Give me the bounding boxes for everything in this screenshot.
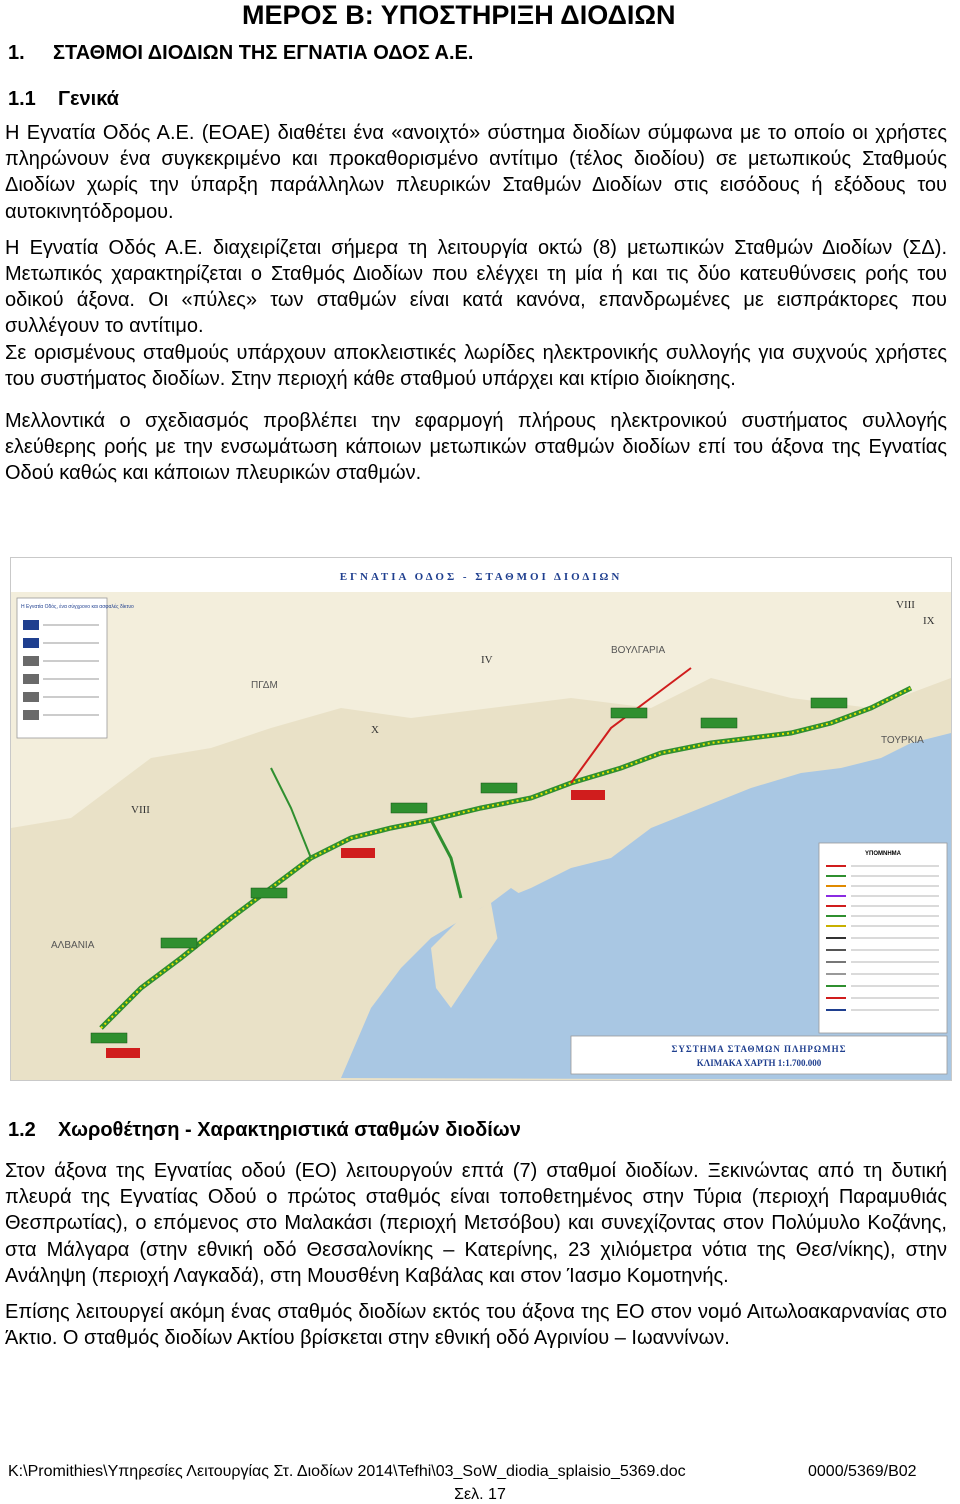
section-1-1-heading — [8, 88, 119, 111]
section-1-2-heading — [8, 1119, 521, 1142]
toll-marker — [611, 708, 647, 718]
logo-icon — [23, 710, 39, 720]
logo-icon — [23, 674, 39, 684]
toll-marker — [811, 698, 847, 708]
label-bulgaria: ΒΟΥΛΓΑΡΙΑ — [611, 645, 666, 656]
toll-marker-red — [571, 790, 605, 800]
corridor-viii-west: VIII — [131, 804, 150, 816]
map-title: ΕΓΝΑΤΙΑ ΟΔΟΣ - ΣΤΑΘΜΟΙ ΔΙΟΔΙΩΝ — [339, 571, 623, 583]
location-text — [5, 1158, 947, 1351]
section-1-1-number: 1.1 — [8, 88, 36, 110]
toll-marker — [391, 803, 427, 813]
toll-marker-red — [341, 848, 375, 858]
toll-marker — [91, 1033, 127, 1043]
corridor-x: X — [371, 724, 379, 736]
info-box-title: Η Εγνατία Οδός, ένα σύγχρονο και ασφαλές δίκτυο — [21, 604, 134, 610]
logo-icon — [23, 692, 39, 702]
label-turkey: ΤΟΥΡΚΙΑ — [881, 735, 924, 746]
corridor-viii-east: VIII — [896, 599, 915, 611]
paragraph-stations-list: Στον άξονα της Εγνατίας οδού (ΕΟ) λειτουργούν επτά (7) σταθμοί διοδίων. Ξεκινώντας από τη δυτική πλευρά της Εγνατίας Οδού ο πρώτος σταθμός είναι τοποθετημένος στην Τύρια (περιοχή Παραμυθιάς Θεσπρωτίας), ο επόμενος στο Μαλακάσι (περιοχή Μετσόβου) και συνεχίζοντας στον Πολύμυλο Κοζάνης, στα Μάλγαρα (στην εθνική οδό Θεσσαλονίκης – Κατερίνης, 23 χιλιόμετρα νότια της Θεσ/νίκης), στην Ανάληψη (περιοχή Λαγκαδά), στη Μουσθένη Καβάλας και στον Ίασμο Κομοτηνής. — [5, 1160, 947, 1287]
label-fyrom: ΠΓΔΜ — [251, 680, 278, 691]
footer-doc-code: 0000/5369/Β02 — [808, 1463, 917, 1480]
section-1-2-number: 1.2 — [8, 1119, 36, 1141]
paragraph-stations: Η Εγνατία Οδός Α.Ε. διαχειρίζεται σήμερα τη λειτουργία οκτώ (8) μετωπικών Σταθμών Διοδίων (ΣΔ). Μετωπικός χαρακτηρίζεται ο Σταθμός Διοδίων που ελέγχει τη μία ή και τις δύο κατευθύνσεις ροής του οδικού άξονα. Οι «πύλες» των σταθμών είναι κατά κανόνα, επανδρωμένες με εισπράκτορες που συλλέγουν το αντίτιμο. — [5, 236, 947, 338]
caption-box — [571, 1036, 947, 1074]
toll-marker-red — [106, 1048, 140, 1058]
map-svg — [11, 558, 951, 1080]
toll-marker — [481, 783, 517, 793]
footer-file-path: K:\Promithies\Υπηρεσίες Λειτουργίας Στ. Διοδίων 2014\Tefhi\03_SoW_diodia_splaisio_5369.doc — [8, 1463, 686, 1480]
paragraph-future: Μελλοντικά ο σχεδιασμός προβλέπει την εφαρμογή πλήρους ηλεκτρονικού συστήματος συλλογής ελεύθερης ροής με την ενσωμάτωση κάποιων μετωπικών σταθμών διοδίων επί του άξονα της Εγνατίας Οδού καθώς και κάποιων πλευρικών σταθμών. — [5, 410, 947, 485]
toll-stations-map — [10, 557, 952, 1081]
section-1-1-title: Γενικά — [58, 88, 119, 110]
section-1-heading — [8, 42, 473, 65]
paragraph-electronic-lanes: Σε ορισμένους σταθμούς υπάρχουν αποκλειστικές λωρίδες ηλεκτρονικής συλλογής για συχνούς χρήστες του συστήματος διοδίων. Στην περιοχή κάθε σταθμού υπάρχει και κτίριο διοίκησης. — [5, 341, 947, 390]
logo-icon — [23, 656, 39, 666]
general-text — [5, 120, 947, 487]
corridor-iv: IV — [481, 654, 493, 666]
section-1-2-title: Χωροθέτηση - Χαρακτηριστικά σταθμών διοδίων — [58, 1119, 521, 1141]
paragraph-aktio: Επίσης λειτουργεί ακόμη ένας σταθμός διοδίων εκτός του άξονα της ΕΟ στον νομό Αιτωλοακαρνανίας στο Άκτιο. Ο σταθμός διοδίων Ακτίου βρίσκεται στην εθνική οδό Αγρινίου – Ιωαννίνων. — [5, 1301, 947, 1350]
legend-title: ΥΠΟΜΝΗΜΑ — [865, 851, 901, 857]
toll-marker — [161, 938, 197, 948]
caption-line-1: ΣΥΣΤΗΜΑ ΣΤΑΘΜΩΝ ΠΛΗΡΩΜΗΣ — [671, 1044, 847, 1054]
toll-marker — [701, 718, 737, 728]
eu-flag-icon — [23, 620, 39, 630]
toll-marker — [251, 888, 287, 898]
section-1-title: ΣΤΑΘΜΟΙ ΔΙΟΔΙΩΝ ΤΗΣ ΕΓΝΑΤΙΑ ΟΔΟΣ Α.Ε. — [53, 42, 474, 64]
section-1-number: 1. — [8, 42, 25, 64]
caption-line-2: ΚΛΙΜΑΚΑ ΧΑΡΤΗ 1:1.700.000 — [696, 1058, 822, 1068]
label-albania: ΑΛΒΑΝΙΑ — [51, 940, 95, 951]
paragraph-intro: Η Εγνατία Οδός Α.Ε. (ΕΟΑΕ) διαθέτει ένα «ανοιχτό» σύστημα διοδίων σύμφωνα με το οποίο οι χρήστες πληρώνουν ένα συγκεκριμένο και προκαθορισμένο αντίτιμο (τέλος διοδίου) σε μετωπικούς Σταθμούς Διοδίων χωρίς την ύπαρξη παράλληλων πλευρικών Σταθμών Διοδίων στις εισόδους ή εξόδους του αυτοκινητόδρομου. — [5, 122, 947, 223]
footer-page-number: Σελ. 17 — [454, 1486, 506, 1503]
eu-flag-icon — [23, 638, 39, 648]
corridor-ix: IX — [923, 615, 935, 627]
part-title: ΜΕΡΟΣ Β: ΥΠΟΣΤΗΡΙΞΗ ΔΙΟΔΙΩΝ — [242, 0, 676, 30]
